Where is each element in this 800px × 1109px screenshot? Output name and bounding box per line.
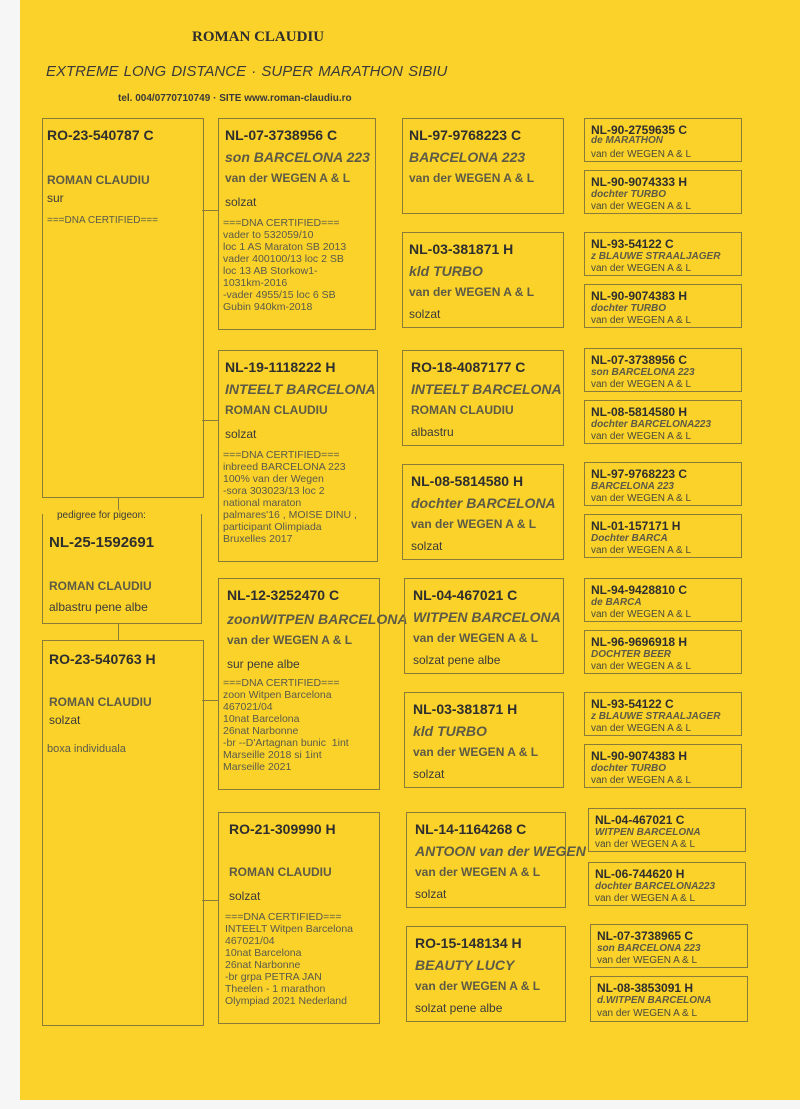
gen4-breeder: van der WEGEN A & L — [591, 201, 692, 212]
connector-line — [202, 700, 218, 701]
page-subtitle: EXTREME LONG DISTANCE · SUPER MARATHON SIBIU — [46, 63, 448, 80]
gen2-breeder: van der WEGEN A & L — [227, 633, 353, 647]
gen3-breeder: van der WEGEN A & L — [415, 865, 541, 879]
gen3-ring: NL-97-9768223 C — [409, 127, 522, 143]
gen2-box[interactable] — [218, 118, 376, 330]
gen4-breeder: van der WEGEN A & L — [597, 955, 698, 966]
gen4-breeder: van der WEGEN A & L — [591, 315, 692, 326]
sire-breeder: ROMAN CLAUDIU — [47, 173, 150, 187]
gen4-breeder: van der WEGEN A & L — [591, 263, 692, 274]
gen3-color: solzat pene albe — [413, 653, 501, 667]
gen4-box[interactable] — [588, 862, 746, 906]
gen4-name: dochter TURBO — [591, 763, 666, 774]
gen4-ring: NL-01-157171 H — [591, 519, 681, 533]
sire-notes: ===DNA CERTIFIED=== — [47, 215, 158, 226]
gen2-color: sur pene albe — [227, 657, 300, 671]
gen4-ring: NL-07-3738965 C — [597, 929, 694, 943]
dam-color: solzat — [49, 713, 81, 727]
gen2-notes: ===DNA CERTIFIED=== vader to 532059/10 loc 1 AS Maraton SB 2013 vader 400100/13 loc 2 SB loc 13 AB Storkow1- 1031km-2016 -vader 4955/15 loc 6 SB Gubin 940km-2018 — [223, 217, 347, 314]
gen3-box[interactable] — [402, 118, 564, 214]
gen3-ring: NL-03-381871 H — [409, 241, 514, 257]
gen2-ring: NL-07-3738956 C — [225, 127, 338, 143]
gen4-breeder: van der WEGEN A & L — [591, 609, 692, 620]
gen4-name: dochter BARCELONA223 — [591, 419, 712, 430]
gen4-ring: NL-07-3738956 C — [591, 353, 688, 367]
gen3-ring: NL-03-381871 H — [413, 701, 518, 717]
gen4-name: son BARCELONA 223 — [591, 367, 695, 378]
gen4-breeder: van der WEGEN A & L — [591, 149, 692, 160]
gen3-name: kld TURBO — [409, 263, 483, 279]
gen4-ring: NL-08-5814580 H — [591, 405, 688, 419]
gen4-breeder: van der WEGEN A & L — [591, 431, 692, 442]
sire-color: sur — [47, 191, 64, 205]
gen4-box[interactable] — [584, 630, 742, 674]
gen3-color: solzat pene albe — [415, 1001, 503, 1015]
gen2-breeder: ROMAN CLAUDIU — [229, 865, 332, 879]
gen2-color: solzat — [229, 889, 261, 903]
gen3-box[interactable] — [406, 812, 586, 908]
gen4-breeder: van der WEGEN A & L — [591, 723, 692, 734]
gen3-color: solzat — [415, 887, 447, 901]
gen4-ring: NL-93-54122 C — [591, 697, 674, 711]
gen3-box[interactable] — [404, 578, 564, 674]
gen4-name: de MARATHON — [591, 135, 664, 146]
gen3-breeder: ROMAN CLAUDIU — [411, 403, 514, 417]
gen4-name: z BLAUWE STRAALJAGER — [591, 711, 721, 722]
gen3-breeder: van der WEGEN A & L — [411, 517, 537, 531]
gen3-ring: NL-08-5814580 H — [411, 473, 524, 489]
gen4-name: d.WITPEN BARCELONA — [597, 995, 712, 1006]
gen3-box[interactable] — [406, 926, 566, 1022]
gen4-box[interactable] — [584, 284, 742, 328]
gen2-ring: RO-21-309990 H — [229, 821, 336, 837]
gen2-box[interactable] — [218, 812, 380, 1024]
gen4-ring: NL-04-467021 C — [595, 813, 685, 827]
connector-line — [202, 900, 218, 901]
gen2-ring: NL-12-3252470 C — [227, 587, 340, 603]
gen3-ring: NL-04-467021 C — [413, 587, 518, 603]
gen3-name: WITPEN BARCELONA — [413, 609, 561, 625]
gen4-ring: NL-08-3853091 H — [597, 981, 694, 995]
connector-line — [202, 420, 218, 421]
dam-notes: boxa individuala — [47, 743, 126, 755]
pigeon-breeder: ROMAN CLAUDIU — [49, 579, 152, 593]
gen3-ring: RO-18-4087177 C — [411, 359, 526, 375]
gen4-name: son BARCELONA 223 — [597, 943, 701, 954]
sire-ring: RO-23-540787 C — [47, 127, 154, 143]
gen3-name: BARCELONA 223 — [409, 149, 526, 165]
gen4-box[interactable] — [584, 744, 742, 788]
gen3-breeder: van der WEGEN A & L — [409, 171, 535, 185]
gen2-notes: ===DNA CERTIFIED=== inbreed BARCELONA 223 100% van der Wegen -sora 303023/13 loc 2 national maraton palmares'16 , MOISE DINU , participant Olimpiada Bruxelles 2017 — [223, 449, 357, 546]
gen4-ring: NL-90-9074333 H — [591, 175, 688, 189]
gen4-box[interactable] — [588, 808, 746, 852]
gen4-box[interactable] — [590, 976, 748, 1022]
gen4-name: z BLAUWE STRAALJAGER — [591, 251, 721, 262]
gen3-name: ANTOON van der WEGEN — [415, 843, 586, 859]
connector-line — [118, 624, 119, 640]
gen4-ring: NL-90-9074383 H — [591, 289, 688, 303]
gen4-ring: NL-90-2759635 C — [591, 123, 688, 137]
page-title: ROMAN CLAUDIU — [192, 29, 325, 45]
contact-line: tel. 004/0770710749 · SITE www.roman-claudiu.ro — [118, 93, 352, 104]
gen4-breeder: van der WEGEN A & L — [591, 379, 692, 390]
gen4-box[interactable] — [584, 692, 742, 736]
gen4-box[interactable] — [584, 170, 742, 214]
dam-box[interactable] — [42, 640, 204, 1026]
gen2-name: son BARCELONA 223 — [225, 149, 370, 165]
gen4-box[interactable] — [584, 118, 742, 162]
gen4-breeder: van der WEGEN A & L — [591, 661, 692, 672]
gen4-box[interactable] — [584, 578, 742, 622]
gen4-ring: NL-94-9428810 C — [591, 583, 688, 597]
gen4-name: DOCHTER BEER — [591, 649, 672, 660]
gen4-box[interactable] — [584, 514, 742, 558]
gen3-box[interactable] — [402, 232, 564, 328]
connector-line — [202, 210, 218, 211]
gen4-name: Dochter BARCA — [591, 533, 668, 544]
sire-box[interactable] — [42, 118, 204, 498]
dam-ring: RO-23-540763 H — [49, 651, 156, 667]
gen3-name: dochter BARCELONA — [411, 495, 556, 511]
dam-breeder: ROMAN CLAUDIU — [49, 695, 152, 709]
gen3-ring: RO-15-148134 H — [415, 935, 522, 951]
gen4-breeder: van der WEGEN A & L — [591, 545, 692, 556]
gen3-box[interactable] — [402, 350, 564, 446]
gen3-name: INTEELT BARCELONA — [411, 381, 562, 397]
gen3-box[interactable] — [402, 464, 564, 560]
gen3-name: kld TURBO — [413, 723, 487, 739]
gen3-breeder: van der WEGEN A & L — [413, 631, 539, 645]
gen4-name: BARCELONA 223 — [591, 481, 674, 492]
gen3-breeder: van der WEGEN A & L — [415, 979, 541, 993]
gen4-breeder: van der WEGEN A & L — [591, 493, 692, 504]
gen2-ring: NL-19-1118222 H — [225, 359, 336, 375]
gen4-breeder: van der WEGEN A & L — [597, 1008, 698, 1019]
gen4-box[interactable] — [584, 232, 742, 276]
gen2-notes: ===DNA CERTIFIED=== INTEELT Witpen Barcelona 467021/04 10nat Barcelona 26nat Narbonne -br grpa PETRA JAN Theelen - 1 marathon Olympiad 2021 Nederland — [225, 911, 353, 1008]
gen3-color: albastru — [411, 425, 454, 439]
gen2-notes: ===DNA CERTIFIED=== zoon Witpen Barcelona 467021/04 10nat Barcelona 26nat Narbonne -br --D'Artagnan bunic 1int Marseille 2018 si 1int Marseille 2021 — [223, 677, 349, 774]
gen4-box[interactable] — [584, 462, 742, 506]
gen2-breeder: van der WEGEN A & L — [225, 171, 351, 185]
gen2-name: zoonWITPEN BARCELONA — [227, 611, 408, 627]
gen4-ring: NL-93-54122 C — [591, 237, 674, 251]
gen4-name: dochter TURBO — [591, 189, 666, 200]
gen2-color: solzat — [225, 427, 257, 441]
gen4-name: dochter BARCELONA223 — [595, 881, 716, 892]
pigeon-ring: NL-25-1592691 — [49, 534, 155, 551]
gen4-ring: NL-06-744620 H — [595, 867, 685, 881]
gen3-ring: NL-14-1164268 C — [415, 821, 527, 837]
gen3-breeder: van der WEGEN A & L — [413, 745, 539, 759]
gen4-ring: NL-90-9074383 H — [591, 749, 688, 763]
gen4-box[interactable] — [584, 400, 742, 444]
gen4-name: dochter TURBO — [591, 303, 666, 314]
gen3-color: solzat — [411, 539, 443, 553]
gen4-ring: NL-96-9696918 H — [591, 635, 688, 649]
gen3-color: solzat — [409, 307, 441, 321]
gen4-breeder: van der WEGEN A & L — [591, 775, 692, 786]
gen3-breeder: van der WEGEN A & L — [409, 285, 535, 299]
pigeon-box[interactable] — [42, 510, 202, 624]
gen4-name: WITPEN BARCELONA — [595, 827, 701, 838]
gen4-box[interactable] — [584, 348, 742, 392]
gen4-breeder: van der WEGEN A & L — [595, 893, 696, 904]
gen3-color: solzat — [413, 767, 445, 781]
pigeon-color: albastru pene albe — [49, 600, 148, 614]
gen4-box[interactable] — [590, 924, 748, 968]
gen2-box[interactable] — [218, 350, 378, 562]
gen2-box[interactable] — [218, 578, 408, 790]
gen2-color: solzat — [225, 195, 257, 209]
gen4-ring: NL-97-9768223 C — [591, 467, 688, 481]
gen2-breeder: ROMAN CLAUDIU — [225, 403, 328, 417]
gen4-name: de BARCA — [591, 597, 642, 608]
gen4-breeder: van der WEGEN A & L — [595, 839, 696, 850]
pigeon-label: pedigree for pigeon: — [57, 510, 146, 521]
gen2-name: INTEELT BARCELONA — [225, 381, 376, 397]
gen3-name: BEAUTY LUCY — [415, 957, 515, 973]
gen3-box[interactable] — [404, 692, 564, 788]
